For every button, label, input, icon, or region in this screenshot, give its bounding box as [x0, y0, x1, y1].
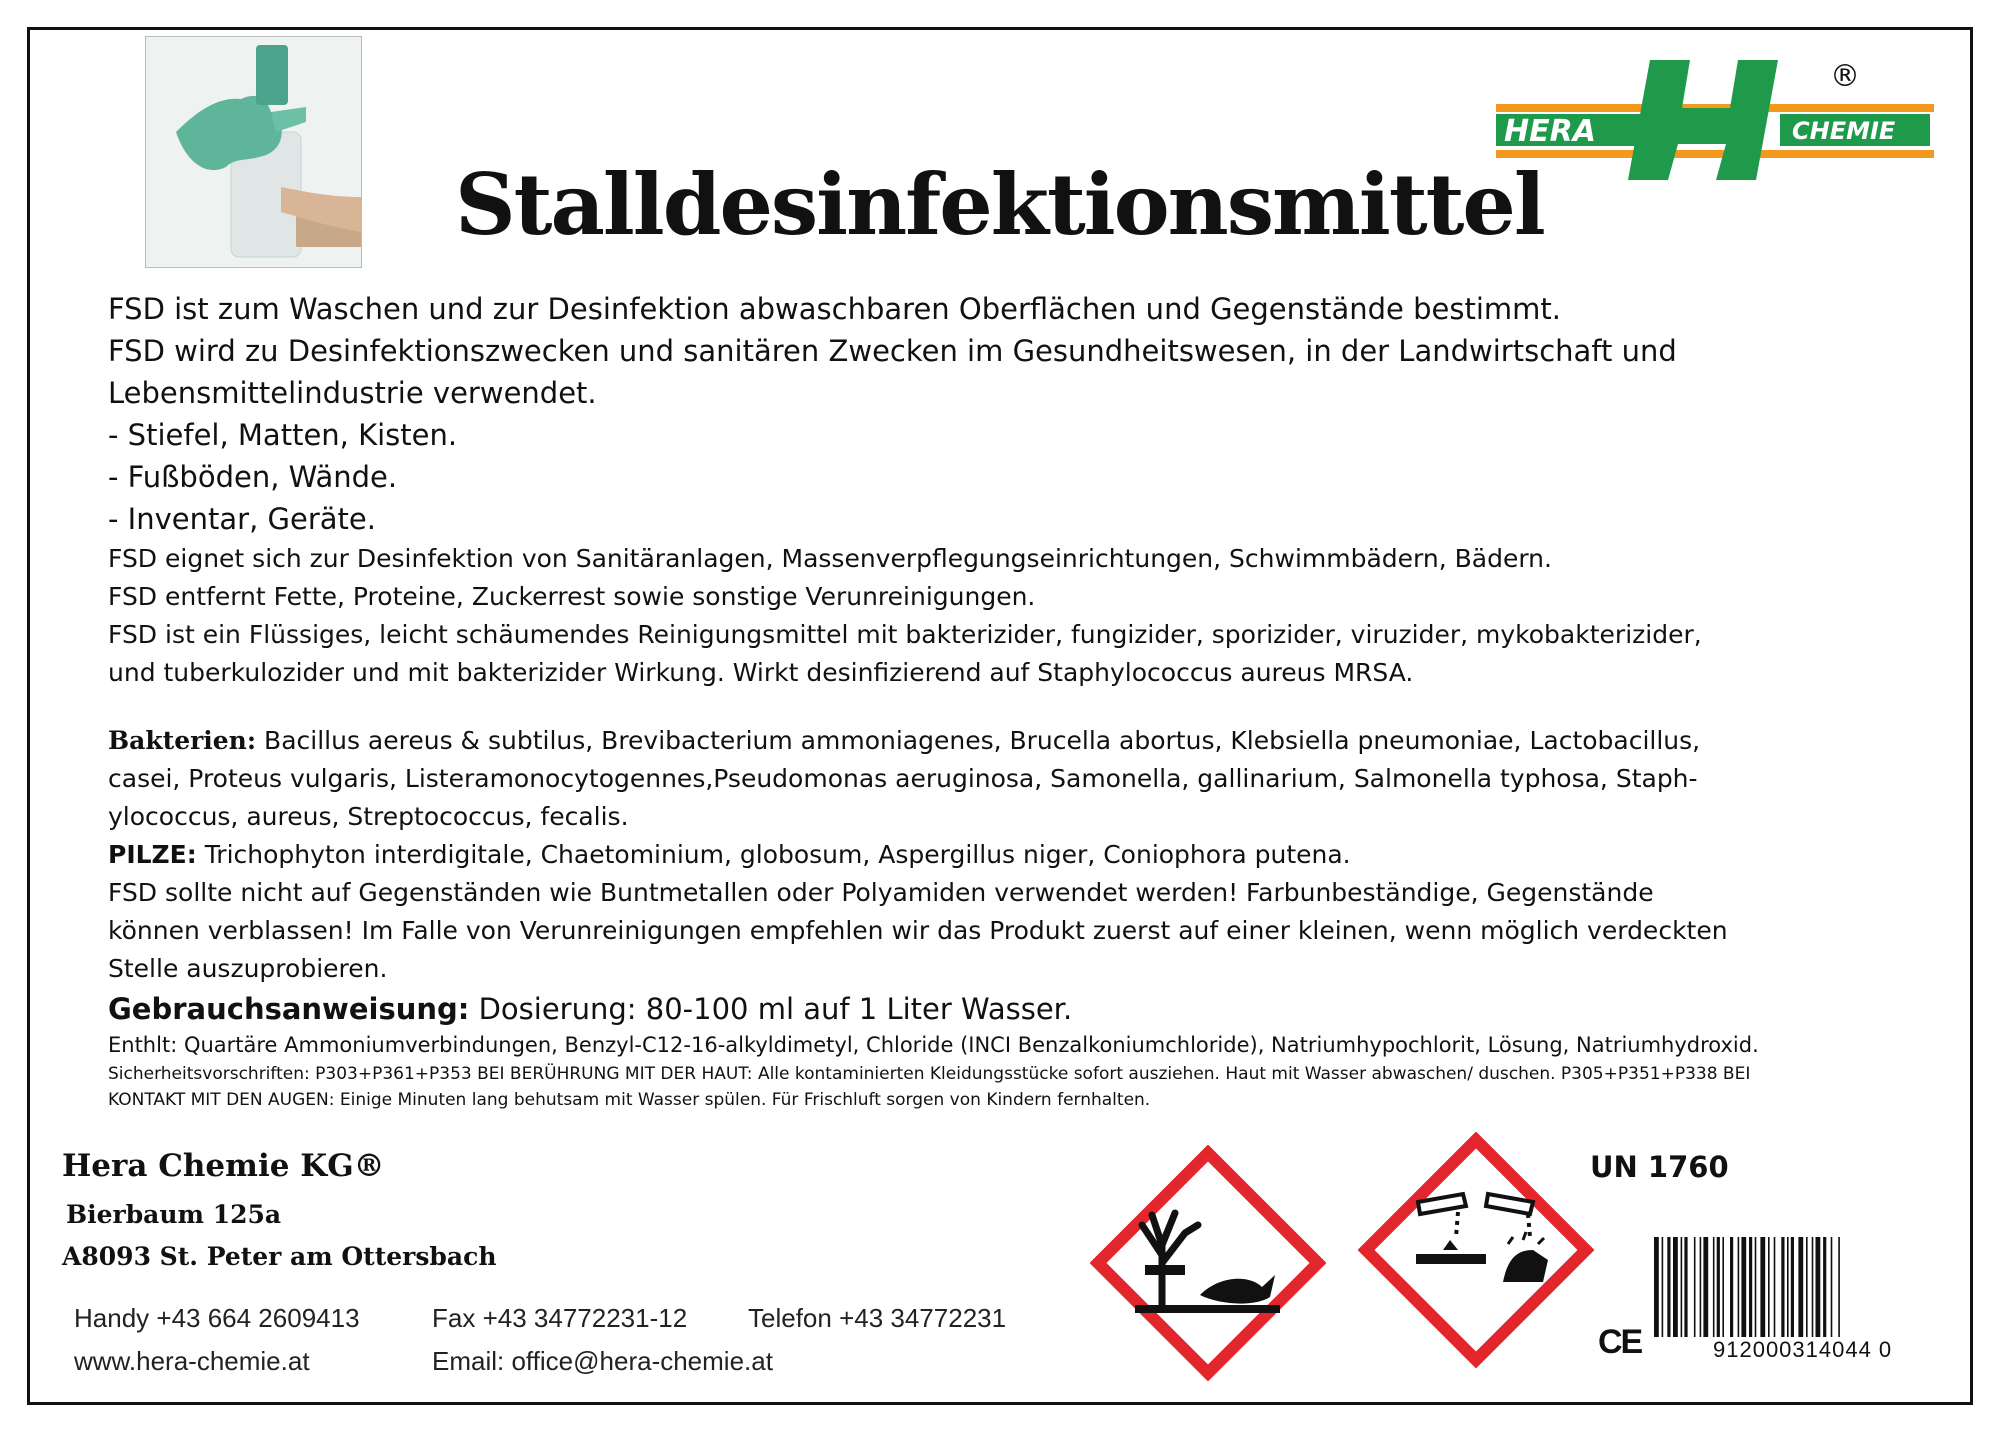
intro-line: FSD ist zum Waschen und zur Desinfektion abwaschbaren Oberflächen und Gegenstände bestimmt. [108, 292, 1561, 326]
warning-line: können verblassen! Im Falle von Verunreinigungen empfehlen wir das Produkt zuerst auf einer kleinen, wenn möglich verdeckten [108, 916, 1728, 945]
usage-text: Dosierung: 80-100 ml auf 1 Liter Wasser. [469, 992, 1073, 1026]
contact-web[interactable]: www.hera-chemie.at [74, 1346, 310, 1376]
barcode-bar [1703, 1237, 1708, 1337]
company-street: Bierbaum 125a [66, 1200, 282, 1229]
warning-line: Stelle auszuprobieren. [108, 954, 388, 983]
hera-chemie-logo [1490, 52, 1940, 187]
intro-line: - Stiefel, Matten, Kisten. [108, 418, 458, 452]
barcode-bar [1694, 1237, 1696, 1337]
barcode-bar [1768, 1237, 1770, 1337]
contact-fax: Fax +43 34772231-12 [432, 1303, 688, 1333]
intro-line: FSD wird zu Desinfektionszwecken und sanitären Zwecken im Gesundheitswesen, in der Landwirtschaft und [108, 334, 1677, 368]
pilze-section [108, 836, 1968, 874]
ingredients-text: Quartäre Ammoniumverbindungen, Benzyl-C12-16-alkyldimetyl, Chloride (INCI Benzalkoniumchloride), Natriumhypochlorit, Lösung, Natriumhydroxid. [177, 1033, 1759, 1057]
barcode-bar [1713, 1237, 1715, 1337]
barcode-bar [1787, 1237, 1789, 1337]
intro-line: - Inventar, Geräte. [108, 502, 376, 536]
contact-email[interactable]: Email: office@hera-chemie.at [432, 1346, 773, 1376]
barcode-bar [1760, 1237, 1765, 1337]
barcode-bar [1812, 1237, 1814, 1337]
barcode-bar [1673, 1237, 1678, 1337]
usage-label: Gebrauchsanweisung: [108, 992, 470, 1026]
barcode [1650, 1237, 1950, 1337]
pilze-text: Trichophyton interdigitale, Chaetominium, globosum, Aspergillus niger, Coniophora putena. [196, 840, 1351, 869]
barcode-bar [1681, 1237, 1683, 1337]
intro-line: - Fußböden, Wände. [108, 460, 398, 494]
ce-mark: CE [1598, 1323, 1642, 1361]
corrosive-pictogram [1358, 1132, 1594, 1368]
product-photo [145, 36, 362, 268]
intro-line: Lebensmittelindustrie verwendet. [108, 376, 597, 410]
info-line: FSD eignet sich zur Desinfektion von Sanitäranlagen, Massenverpflegungseinrichtungen, Schwimmbädern, Bädern. [108, 544, 1552, 573]
barcode-bar [1730, 1237, 1733, 1337]
usage-section [108, 988, 1968, 1030]
barcode-bar [1755, 1237, 1757, 1337]
logo-right-text: CHEMIE [1792, 117, 1896, 145]
bakterien-line: ylococcus, aureus, Streptococcus, fecalis. [108, 802, 629, 831]
barcode-bar [1662, 1237, 1664, 1337]
info-line: und tuberkulozider und mit bakterizider Wirkung. Wirkt desinfizierend auf Staphylococcus aureus MRSA. [108, 658, 1414, 687]
safety-line: Sicherheitsvorschriften: P303+P361+P353 BEI BERÜHRUNG MIT DER HAUT: Alle kontaminierten Kleidungsstücke sofort ausziehen. Haut mit Wasser abwaschen/ duschen. P305+P351+P338 BEI [108, 1064, 1751, 1084]
info-line: FSD ist ein Flüssiges, leicht schäumendes Reinigungsmittel mit bakterizider, fungizider, sporizider, viruzider, mykobakterizider, [108, 620, 1702, 649]
warning-section [108, 874, 1968, 988]
barcode-bar [1781, 1237, 1784, 1337]
contact-handy: Handy +43 664 2609413 [74, 1303, 360, 1333]
info-line: FSD entfernt Fette, Proteine, Zuckerrest sowie sonstige Verunreinigungen. [108, 582, 1036, 611]
barcode-bar [1831, 1237, 1833, 1337]
warning-line: FSD sollte nicht auf Gegenständen wie Buntmetallen oder Polyamiden verwendet werden! Farbunbeständige, Gegenstände [108, 878, 1654, 907]
bakterien-label: Bakterien: [108, 726, 257, 755]
page-title: Stalldesinfektionsmittel [455, 155, 1544, 254]
barcode-bar [1806, 1237, 1808, 1337]
ingredients-label: Enthlt: [108, 1033, 178, 1057]
intro-large [108, 288, 1968, 540]
barcode-bar [1738, 1237, 1740, 1337]
bakterien-section [108, 722, 1968, 836]
safety-line: KONTAKT MIT DEN AUGEN: Einige Minuten lang behutsam mit Wasser spülen. Für Frischluft sorgen von Kindern fernhalten. [108, 1090, 1151, 1110]
intro-medium [108, 540, 1968, 692]
barcode-bar [1798, 1237, 1803, 1337]
registered-mark: ® [1830, 59, 1860, 94]
contact-telefon: Telefon +43 34772231 [748, 1303, 1007, 1333]
bakterien-line: casei, Proteus vulgaris, Listeramonocytogennes,Pseudomonas aeruginosa, Samonella, gallinarium, Salmonella typhosa, Staph- [108, 764, 1698, 793]
label-body [108, 288, 1968, 1113]
un-number: UN 1760 [1590, 1150, 1729, 1184]
barcode-bar [1749, 1237, 1752, 1337]
logo-left-text: HERA [1504, 114, 1596, 149]
company-city: A8093 St. Peter am Ottersbach [62, 1242, 497, 1271]
barcode-bar [1667, 1237, 1670, 1337]
barcode-number: 912000314044 0 [1713, 1337, 1893, 1362]
barcode-bar [1722, 1237, 1724, 1337]
pilze-label: PILZE: [108, 840, 197, 869]
barcode-bar [1774, 1237, 1776, 1337]
environment-hazard-pictogram [1090, 1145, 1326, 1381]
company-name: Hera Chemie KG® [62, 1148, 385, 1184]
bakterien-text: Bacillus aereus & subtilus, Brevibacterium ammoniagenes, Brucella abortus, Klebsiella pneumoniae, Lactobacillus, [256, 726, 1701, 755]
barcode-bar [1816, 1237, 1821, 1337]
barcode-bar [1654, 1237, 1659, 1337]
barcode-bar [1684, 1237, 1687, 1337]
barcode-bar [1838, 1237, 1840, 1337]
ingredients [108, 1030, 1968, 1061]
barcode-bar [1791, 1237, 1794, 1337]
barcode-bar [1741, 1237, 1746, 1337]
barcode-bar [1717, 1237, 1720, 1337]
barcode-bar [1823, 1237, 1826, 1337]
barcode-bar [1700, 1237, 1702, 1337]
